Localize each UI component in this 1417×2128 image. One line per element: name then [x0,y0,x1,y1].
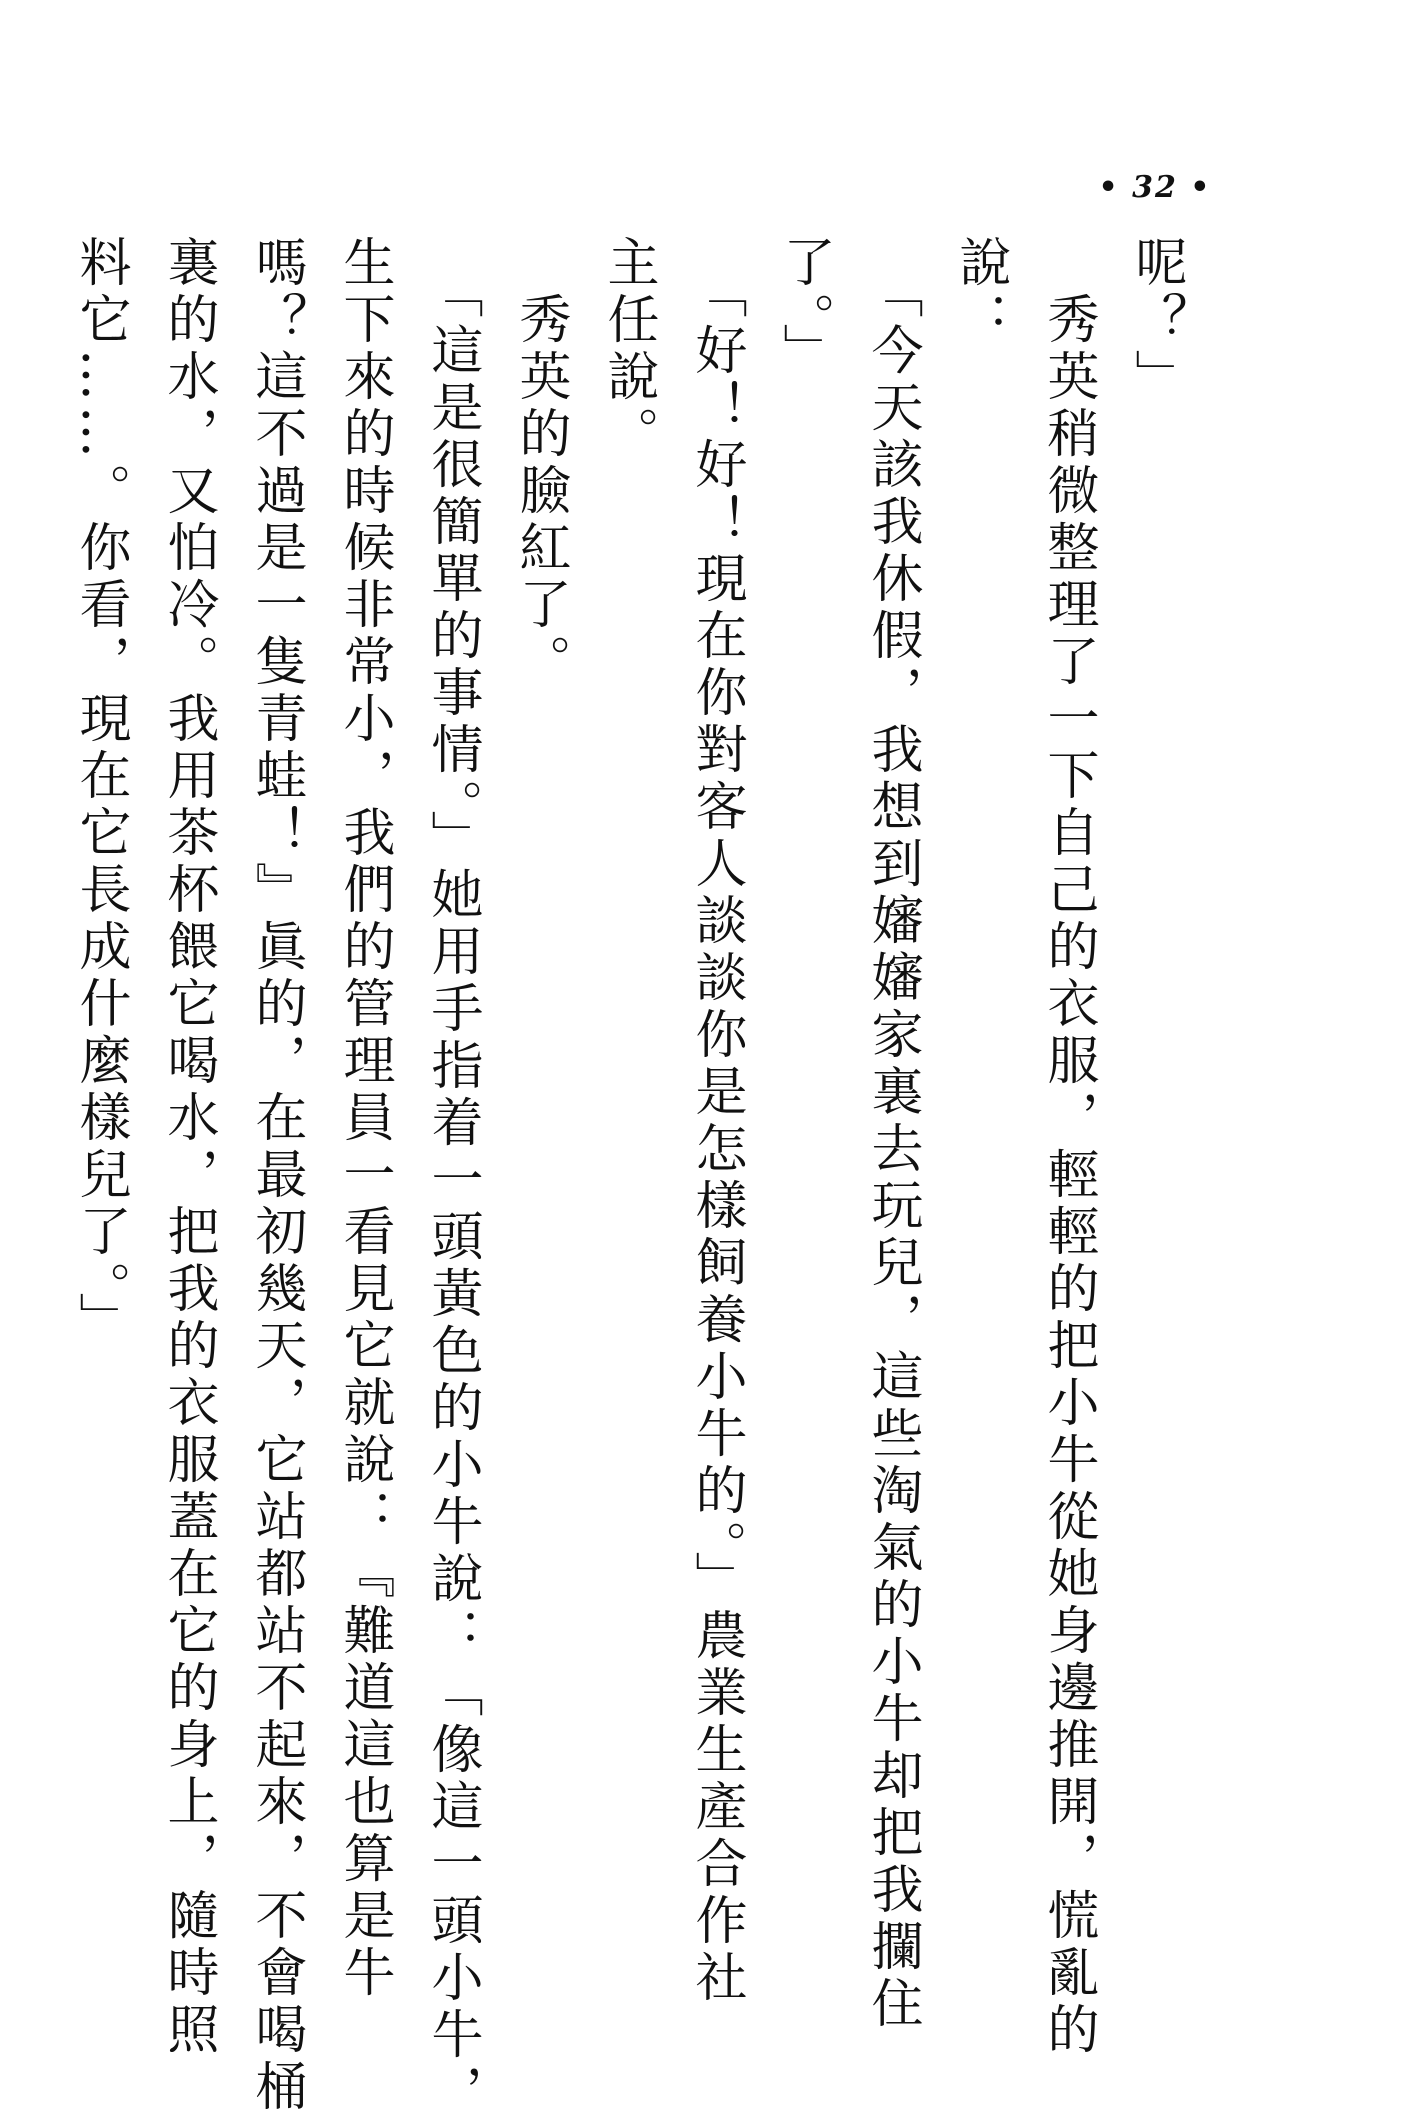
text-column: 秀英稍微整理了一下自己的衣服，輕輕的把小牛從她身邊推開，慌亂的 [1038,235,1098,2059]
text-column: 主任說。 [598,235,658,463]
page-number: • 32 • [1098,170,1212,205]
text-column: 「今天該我休假，我想到嬸嬸家裏去玩兒，這些淘氣的小牛却把我攔住 [862,235,922,2033]
text-column: 說： [950,235,1010,349]
text-column: 嗎？這不過是一隻青蛙！』眞的，在最初幾天，它站都站不起來，不會喝桶 [246,235,306,2116]
vertical-text-block [70,235,1200,2121]
text-column: 秀英的臉紅了。 [510,235,570,691]
text-column: 裏的水，又怕冷。我用茶杯餵它喝水，把我的衣服蓋在它的身上，隨時照 [158,235,218,2059]
text-column: 「這是很簡單的事情。」她用手指着一頭黃色的小牛說：「像這一頭小牛， [422,235,482,2121]
text-column: 呢？」 [1126,235,1186,406]
text-column: 生下來的時候非常小，我們的管理員一看見它就說：『難道這也算是牛 [334,235,394,2002]
text-column: 料它……。你看，現在它長成什麼樣兒了。」 [70,235,130,1349]
text-column: 「好！好！現在你對客人談談你是怎樣飼養小牛的。」農業生產合作社 [686,235,746,2007]
text-column: 了。」 [774,235,834,380]
